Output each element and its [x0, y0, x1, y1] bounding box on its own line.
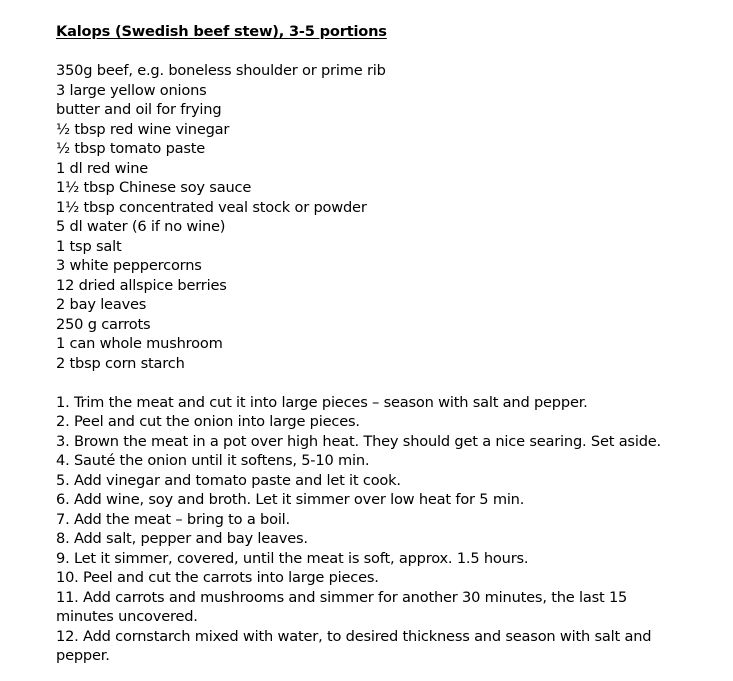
instruction-step: 7. Add the meat – bring to a boil. [56, 510, 290, 528]
instruction-step: 12. Add cornstarch mixed with water, to desired thickness and season with salt and pepper. [56, 627, 652, 664]
recipe-title: Kalops (Swedish beef stew), 3-5 portions [56, 23, 387, 40]
instruction-step: 5. Add vinegar and tomato paste and let it cook. [56, 471, 401, 489]
ingredient-item: ½ tbsp red wine vinegar [56, 120, 230, 138]
spacer [56, 373, 676, 393]
ingredient-item: 1½ tbsp Chinese soy sauce [56, 179, 252, 196]
ingredient-item: 250 g carrots [56, 315, 151, 333]
instruction-step: 6. Add wine, soy and broth. Let it simmer over low heat for 5 min. [56, 491, 525, 508]
ingredient-item: ½ tbsp tomato paste [56, 140, 206, 157]
instruction-step: 9. Let it simmer, covered, until the meat is soft, approx. 1.5 hours. [56, 549, 529, 567]
instruction-step: 4. Sauté the onion until it softens, 5-10 min. [56, 452, 370, 469]
ingredient-list [56, 61, 676, 373]
instruction-step: 2. Peel and cut the onion into large pieces. [56, 413, 360, 430]
ingredient-item: 1 dl red wine [56, 159, 149, 177]
ingredient-item: 3 large yellow onions [56, 81, 207, 99]
spacer [56, 42, 676, 62]
ingredient-item: 2 bay leaves [56, 296, 147, 313]
instruction-step: 11. Add carrots and mushrooms and simmer for another 30 minutes, the last 15 minutes uncovered. [56, 588, 628, 625]
ingredient-item: 3 white peppercorns [56, 257, 202, 274]
recipe-document [56, 22, 676, 666]
ingredient-item: 1½ tbsp concentrated veal stock or powder [56, 198, 367, 216]
ingredient-item: 5 dl water (6 if no wine) [56, 218, 226, 235]
ingredient-item: butter and oil for frying [56, 101, 222, 118]
ingredient-item: 350g beef, e.g. boneless shoulder or prime rib [56, 62, 386, 79]
ingredient-item: 2 tbsp corn starch [56, 354, 185, 372]
ingredient-item: 1 can whole mushroom [56, 335, 223, 352]
instruction-list [56, 393, 676, 666]
instruction-step: 10. Peel and cut the carrots into large pieces. [56, 569, 379, 586]
instruction-step: 3. Brown the meat in a pot over high heat. They should get a nice searing. Set aside. [56, 432, 661, 450]
instruction-step: 1. Trim the meat and cut it into large pieces – season with salt and pepper. [56, 393, 588, 411]
ingredient-item: 12 dried allspice berries [56, 276, 227, 294]
instruction-step: 8. Add salt, pepper and bay leaves. [56, 530, 308, 547]
ingredient-item: 1 tsp salt [56, 237, 122, 255]
